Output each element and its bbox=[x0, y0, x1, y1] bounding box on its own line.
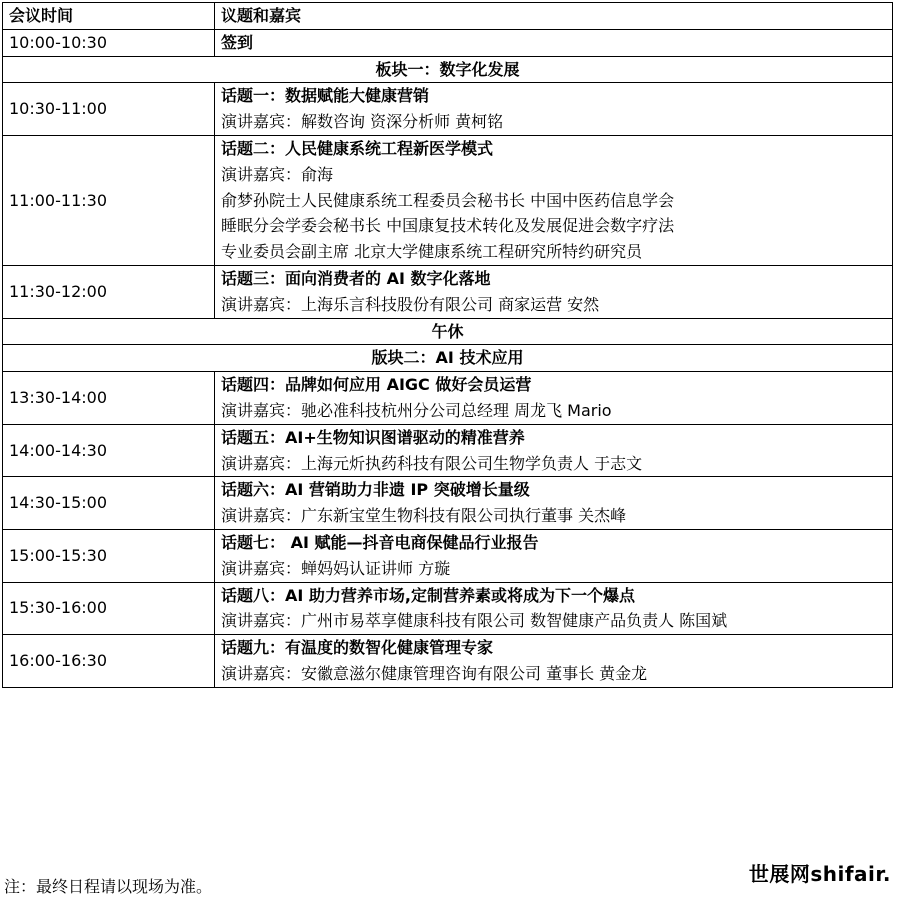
session-content bbox=[215, 582, 893, 635]
section-row bbox=[3, 56, 893, 83]
agenda-table bbox=[2, 2, 893, 688]
speaker-detail: 俞梦孙院士人民健康系统工程委员会秘书长 中国中医药信息学会 bbox=[221, 190, 675, 210]
table-row bbox=[3, 529, 893, 582]
section-title: 版块二：AI 技术应用 bbox=[3, 345, 893, 372]
speaker-line: 演讲嘉宾：驰必准科技杭州分公司总经理 周龙飞 Mario bbox=[221, 400, 612, 420]
session-title: 话题四：品牌如何应用 AIGC 做好会员运营 bbox=[221, 375, 532, 395]
speaker-line: 演讲嘉宾：解数咨询 资深分析师 黄柯铭 bbox=[221, 112, 504, 132]
session-time: 13:30-14:00 bbox=[3, 372, 215, 425]
session-content bbox=[215, 29, 893, 56]
session-time: 15:00-15:30 bbox=[3, 529, 215, 582]
session-time: 11:00-11:30 bbox=[3, 135, 215, 265]
session-time: 16:00-16:30 bbox=[3, 635, 215, 688]
table-row bbox=[3, 83, 893, 136]
session-title: 话题五：AI+生物知识图谱驱动的精准营养 bbox=[221, 427, 525, 447]
session-title: 话题九：有温度的数智化健康管理专家 bbox=[221, 638, 494, 658]
speaker-line: 演讲嘉宾：安徽意滋尔健康管理咨询有限公司 董事长 黄金龙 bbox=[221, 663, 648, 683]
session-time: 14:30-15:00 bbox=[3, 477, 215, 530]
session-title: 签到 bbox=[221, 32, 254, 52]
table-row bbox=[3, 635, 893, 688]
session-content bbox=[215, 372, 893, 425]
session-time: 10:30-11:00 bbox=[3, 83, 215, 136]
section-row bbox=[3, 345, 893, 372]
agenda-body bbox=[3, 3, 893, 688]
session-time: 11:30-12:00 bbox=[3, 265, 215, 318]
section-row bbox=[3, 318, 893, 345]
table-row bbox=[3, 29, 893, 56]
speaker-detail: 专业委员会副主席 北京大学健康系统工程研究所特约研究员 bbox=[221, 242, 643, 262]
speaker-line: 演讲嘉宾：蝉妈妈认证讲师 方璇 bbox=[221, 558, 451, 578]
header-row bbox=[3, 3, 893, 30]
session-time: 14:00-14:30 bbox=[3, 424, 215, 477]
session-title: 话题二：人民健康系统工程新医学模式 bbox=[221, 138, 494, 158]
site-logo: 世展网shifair. bbox=[748, 862, 891, 886]
section-title: 板块一：数字化发展 bbox=[3, 56, 893, 83]
session-content bbox=[215, 83, 893, 136]
session-title: 话题八：AI 助力营养市场,定制营养素或将成为下一个爆点 bbox=[221, 585, 635, 605]
session-time: 10:00-10:30 bbox=[3, 29, 215, 56]
session-title: 话题三：面向消费者的 AI 数字化落地 bbox=[221, 268, 491, 288]
speaker-line: 演讲嘉宾：广州市易萃享健康科技有限公司 数智健康产品负责人 陈国斌 bbox=[221, 611, 728, 631]
session-content bbox=[215, 424, 893, 477]
session-content bbox=[215, 477, 893, 530]
speaker-detail: 睡眠分会学委会秘书长 中国康复技术转化及发展促进会数字疗法 bbox=[221, 216, 675, 236]
section-title: 午休 bbox=[3, 318, 893, 345]
session-title: 话题六：AI 营销助力非遗 IP 突破增长量级 bbox=[221, 480, 530, 500]
session-content bbox=[215, 635, 893, 688]
table-row bbox=[3, 424, 893, 477]
speaker-line: 演讲嘉宾：上海乐言科技股份有限公司 商家运营 安然 bbox=[221, 294, 600, 314]
footer-note: 注：最终日程请以现场为准。 bbox=[4, 877, 213, 896]
table-row bbox=[3, 372, 893, 425]
session-content bbox=[215, 135, 893, 265]
speaker-line: 演讲嘉宾：上海元炘执药科技有限公司生物学负责人 于志文 bbox=[221, 453, 643, 473]
session-time: 15:30-16:00 bbox=[3, 582, 215, 635]
header-topic: 议题和嘉宾 bbox=[215, 3, 893, 30]
table-row bbox=[3, 265, 893, 318]
table-row bbox=[3, 477, 893, 530]
table-row bbox=[3, 135, 893, 265]
session-title: 话题七： AI 赋能—抖音电商保健品行业报告 bbox=[221, 532, 539, 552]
header-time: 会议时间 bbox=[3, 3, 215, 30]
session-content bbox=[215, 529, 893, 582]
speaker-line: 演讲嘉宾：俞海 bbox=[221, 164, 334, 184]
session-content bbox=[215, 265, 893, 318]
speaker-line: 演讲嘉宾：广东新宝堂生物科技有限公司执行董事 关杰峰 bbox=[221, 506, 627, 526]
session-title: 话题一：数据赋能大健康营销 bbox=[221, 86, 430, 106]
table-row bbox=[3, 582, 893, 635]
